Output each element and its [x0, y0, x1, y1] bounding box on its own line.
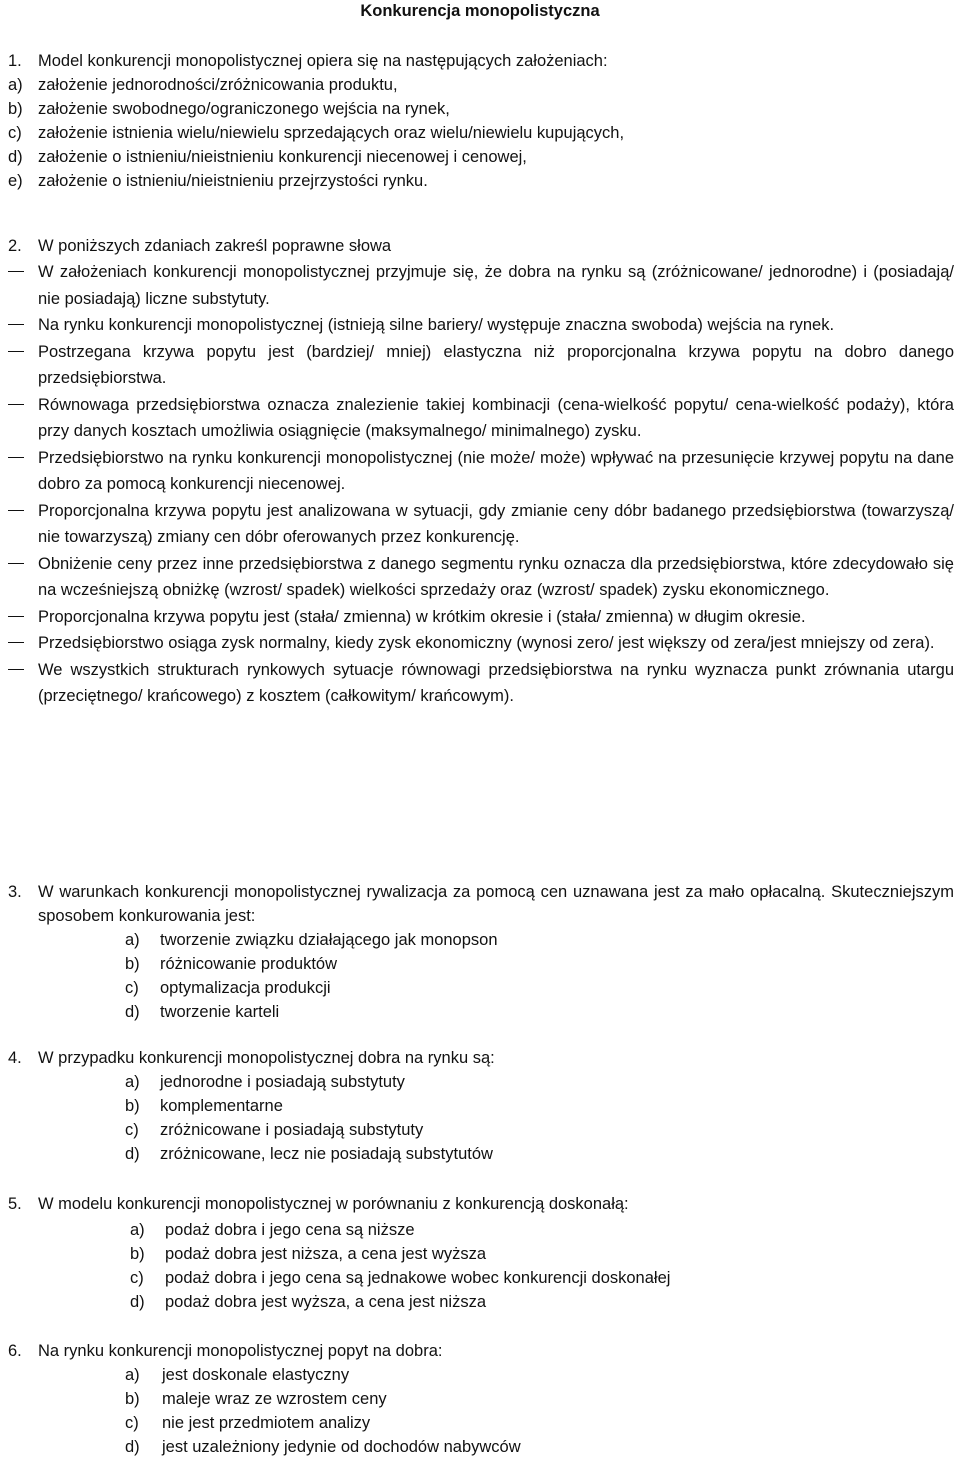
dash-bullet-icon — [8, 351, 24, 352]
option-letter: c) — [125, 979, 139, 997]
options-list — [0, 928, 960, 1024]
item-letter: b) — [8, 100, 23, 118]
item-text: założenie swobodnego/ograniczonego wejścia na rynek, — [38, 100, 450, 118]
option-text: zróżnicowane, lecz nie posiadają substytutów — [160, 1145, 493, 1163]
question-number: 4. — [8, 1049, 22, 1067]
option-letter: c) — [125, 1121, 139, 1139]
dash-bullet-icon — [8, 271, 24, 272]
option-item — [0, 1118, 960, 1142]
item-text: założenie istnienia wielu/niewielu sprzedających oraz wielu/niewielu kupujących, — [38, 124, 625, 142]
option-item — [0, 952, 960, 976]
option-text: zróżnicowane i posiadają substytuty — [160, 1121, 424, 1139]
question-5-header — [0, 1192, 960, 1216]
question-text: Na rynku konkurencji monopolistycznej popyt na dobra: — [38, 1342, 443, 1360]
list-item — [0, 97, 960, 121]
statement-text: Proporcjonalna krzywa popytu jest analizowana w sytuacji, gdy zmianie ceny dóbr badanego przedsiębiorstwa (towarzyszą/ nie towarzyszą) zmiany cen dóbr oferowanych przez konkurencję. — [38, 501, 954, 546]
statement-text: Obniżenie ceny przez inne przedsiębiorstwa z danego segmentu rynku oznacza dla przedsiębiorstwa, które zdecydowało się na wcześniejszą obniżkę (wzrost/ spadek) wielkości sprzedaży oraz (wzrost/ spadek) zysku ekonomicznego. — [38, 554, 954, 599]
dash-bullet-icon — [8, 404, 24, 405]
question-3 — [0, 880, 960, 1024]
question-2-header — [0, 234, 960, 258]
option-text: maleje wraz ze wzrostem ceny — [162, 1390, 387, 1408]
option-letter: d) — [125, 1003, 140, 1021]
statement-item — [0, 657, 960, 710]
question-text: W poniższych zdaniach zakreśl poprawne słowa — [38, 237, 392, 255]
option-item — [0, 1435, 960, 1459]
list-item — [0, 73, 960, 97]
statement-text: Proporcjonalna krzywa popytu jest (stała/ zmienna) w krótkim okresie i (stała/ zmienna) w długim okresie. — [38, 607, 806, 626]
dash-bullet-icon — [8, 642, 24, 643]
question-text: W modelu konkurencji monopolistycznej w porównaniu z konkurencją doskonałą: — [38, 1195, 629, 1213]
item-letter: e) — [8, 172, 23, 190]
item-text: założenie o istnieniu/nieistnieniu konkurencji niecenowej i cenowej, — [38, 148, 527, 166]
statement-item — [0, 339, 960, 392]
statement-item — [0, 604, 960, 631]
option-text: tworzenie karteli — [160, 1003, 280, 1021]
question-4-header — [0, 1046, 960, 1070]
option-item — [0, 1218, 960, 1242]
option-item — [0, 1070, 960, 1094]
option-letter: a) — [130, 1221, 145, 1239]
option-letter: c) — [130, 1269, 144, 1287]
option-text: optymalizacja produkcji — [160, 979, 331, 997]
question-text: W warunkach konkurencji monopolistycznej rywalizacja za pomocą cen uznawana jest za mało opłacalną. Skuteczniejszym sposobem konkurowania jest: — [38, 883, 954, 925]
option-item — [0, 1242, 960, 1266]
option-item — [0, 1094, 960, 1118]
option-item — [0, 1266, 960, 1290]
question-3-header — [0, 880, 960, 928]
statement-text: We wszystkich strukturach rynkowych sytuacje równowagi przedsiębiorstwa na rynku wyznacza punkt zrównania utargu (przeciętnego/ krańcowego) z kosztem (całkowitym/ krańcowym). — [38, 660, 954, 705]
question-number: 5. — [8, 1195, 22, 1213]
option-text: różnicowanie produktów — [160, 955, 338, 973]
question-1 — [0, 49, 960, 193]
list-item — [0, 121, 960, 145]
options-list — [0, 1218, 960, 1314]
question-number: 1. — [8, 52, 22, 70]
question-number: 2. — [8, 237, 22, 255]
list-item — [0, 169, 960, 193]
option-text: komplementarne — [160, 1097, 283, 1115]
option-letter: b) — [125, 1390, 140, 1408]
statement-item — [0, 259, 960, 312]
option-item — [0, 1142, 960, 1166]
option-item — [0, 1290, 960, 1314]
question-number: 3. — [8, 883, 22, 901]
page-title: Konkurencja monopolistyczna — [360, 2, 600, 20]
item-letter: d) — [8, 148, 23, 166]
item-letter: c) — [8, 124, 22, 142]
question-text: W przypadku konkurencji monopolistycznej dobra na rynku są: — [38, 1049, 495, 1067]
statement-item — [0, 551, 960, 604]
option-text: podaż dobra jest wyższa, a cena jest niższa — [165, 1293, 487, 1311]
dash-bullet-icon — [8, 324, 24, 325]
option-letter: b) — [130, 1245, 145, 1263]
statement-text: Przedsiębiorstwo na rynku konkurencji monopolistycznej (nie może/ może) wpływać na przesunięcie krzywej popytu na dane dobro za pomocą konkurencji niecenowej. — [38, 448, 954, 493]
dash-bullet-icon — [8, 669, 24, 670]
question-4 — [0, 1046, 960, 1166]
statement-text: Przedsiębiorstwo osiąga zysk normalny, kiedy zysk ekonomiczny (wynosi zero/ jest większy od zera/jest mniejszy od zera). — [38, 634, 935, 652]
option-item — [0, 1363, 960, 1387]
options-list — [0, 1070, 960, 1166]
option-item — [0, 1387, 960, 1411]
option-item — [0, 1411, 960, 1435]
option-letter: d) — [130, 1293, 145, 1311]
item-text: założenie o istnieniu/nieistnieniu przejrzystości rynku. — [38, 172, 428, 190]
dash-bullet-icon — [8, 616, 24, 617]
statement-item — [0, 630, 960, 657]
option-item — [0, 928, 960, 952]
option-text: tworzenie związku działającego jak monopson — [160, 931, 498, 949]
option-item — [0, 1000, 960, 1024]
option-letter: a) — [125, 931, 140, 949]
statement-text: Na rynku konkurencji monopolistycznej (istnieją silne bariery/ występuje znaczna swoboda) wejścia na rynek. — [38, 316, 835, 334]
option-text: podaż dobra jest niższa, a cena jest wyższa — [165, 1245, 487, 1263]
option-text: podaż dobra i jego cena są niższe — [165, 1221, 415, 1239]
statement-item — [0, 312, 960, 339]
question-number: 6. — [8, 1342, 22, 1360]
question-2 — [0, 234, 960, 710]
option-letter: d) — [125, 1438, 140, 1456]
option-letter: d) — [125, 1145, 140, 1163]
question-1-header — [0, 49, 960, 73]
item-text: założenie jednorodności/zróżnicowania produktu, — [38, 76, 398, 94]
option-letter: a) — [125, 1366, 140, 1384]
question-6 — [0, 1339, 960, 1459]
option-text: nie jest przedmiotem analizy — [162, 1414, 371, 1432]
statement-item — [0, 392, 960, 445]
option-letter: b) — [125, 955, 140, 973]
option-letter: c) — [125, 1414, 139, 1432]
question-text: Model konkurencji monopolistycznej opiera się na następujących założeniach: — [38, 52, 608, 70]
dash-bullet-icon — [8, 457, 24, 458]
question-6-header — [0, 1339, 960, 1363]
option-item — [0, 976, 960, 1000]
option-text: podaż dobra i jego cena są jednakowe wobec konkurencji doskonałej — [165, 1269, 671, 1287]
options-list — [0, 1363, 960, 1459]
option-letter: a) — [125, 1073, 140, 1091]
statement-text: Postrzegana krzywa popytu jest (bardziej/ mniej) elastyczna niż proporcjonalna krzywa popytu na dobro danego przedsiębiorstwa. — [38, 342, 954, 387]
item-letter: a) — [8, 76, 23, 94]
dash-bullet-icon — [8, 563, 24, 564]
statement-item — [0, 498, 960, 551]
question-5 — [0, 1192, 960, 1314]
option-letter: b) — [125, 1097, 140, 1115]
statement-text: Równowaga przedsiębiorstwa oznacza znalezienie takiej kombinacji (cena-wielkość popytu/ cena-wielkość podaży), która przy danych kosztach umożliwia osiągnięcie (maksymalnego/ minimalnego) zysku. — [38, 395, 954, 440]
option-text: jest doskonale elastyczny — [162, 1366, 350, 1384]
list-item — [0, 145, 960, 169]
statement-text: W założeniach konkurencji monopolistycznej przyjmuje się, że dobra na rynku są (zróżnicowane/ jednorodne) i (posiadają/ nie posiadają) liczne substytuty. — [38, 263, 954, 308]
option-text: jest uzależniony jedynie od dochodów nabywców — [162, 1438, 521, 1456]
option-text: jednorodne i posiadają substytuty — [160, 1073, 405, 1091]
statement-item — [0, 445, 960, 498]
dash-bullet-icon — [8, 510, 24, 511]
